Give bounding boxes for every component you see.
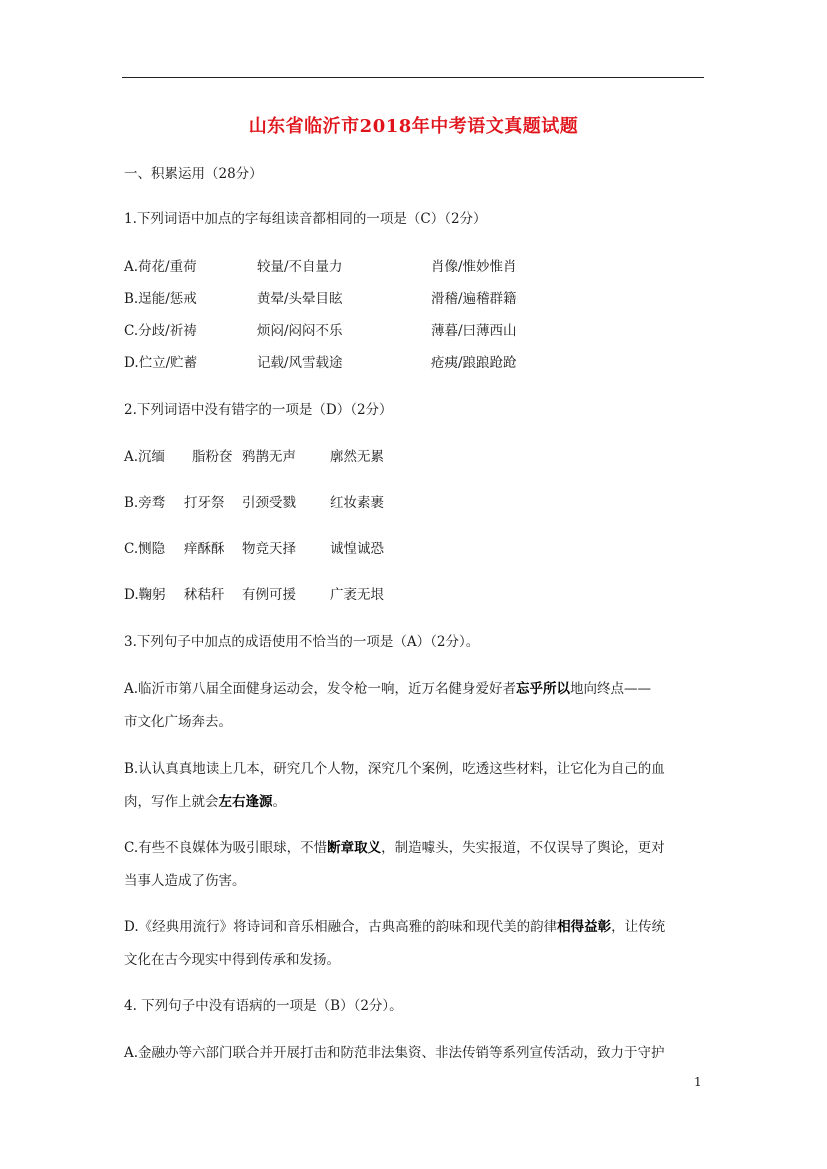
q3-option-c-line1: C.有些不良媒体为吸引眼球，不惜断章取义，制造噱头，失实报道，不仅误导了舆论，更对	[124, 840, 665, 856]
q1-option-c-col2: 烦闷/闷闷不乐	[257, 323, 343, 339]
q4-stem: 4. 下列句子中没有语病的一项是（B）（2分）。	[124, 998, 403, 1014]
q2-option-d-col3: 有例可援	[242, 587, 296, 603]
q3-option-a-idiom: 忘乎所以	[516, 681, 571, 697]
q4-option-a-line1: A.金融办等六部门联合并开展打击和防范非法集资、非法传销等系列宣传活动，致力于守护	[124, 1045, 665, 1061]
q2-option-b-col2: 打牙祭	[184, 495, 225, 511]
q2-option-c-col3: 物竞天择	[242, 541, 296, 557]
q2-option-a-col3: 鸦鹊无声	[242, 449, 296, 465]
q2-option-d-col1: D.鞠躬	[124, 587, 166, 603]
q3-option-b-idiom: 左右逢源	[218, 794, 273, 810]
header-rule	[122, 77, 704, 78]
q3-stem: 3.下列句子中加点的成语使用不恰当的一项是（A）（2分）。	[124, 634, 480, 650]
q3-option-c-idiom: 断章取义	[327, 840, 382, 856]
q3-option-c-line2: 当事人造成了伤害。	[124, 873, 246, 889]
q1-option-d-col2: 记载/风雪载途	[257, 355, 343, 371]
q1-option-b-col3: 滑稽/遍稽群籍	[431, 291, 517, 307]
q1-option-d-col3: 疮痍/踉踉跄跄	[431, 355, 517, 371]
q2-stem: 2.下列词语中没有错字的一项是（D）（2分）	[124, 402, 393, 418]
q1-option-a-col3: 肖像/惟妙惟肖	[431, 259, 517, 275]
q1-option-b-col2: 黄晕/头晕目眩	[257, 291, 343, 307]
section-heading: 一、积累运用（28分）	[124, 166, 263, 182]
q2-option-d-col2: 秫秸秆	[184, 587, 225, 603]
q1-option-c-col3: 薄暮/曰薄西山	[431, 323, 517, 339]
q2-option-d-col4: 广袤无垠	[330, 587, 384, 603]
q3-option-d-line2: 文化在古今现实中得到传承和发扬。	[124, 952, 340, 968]
q2-option-a-col2: 脂粉奁	[192, 449, 233, 465]
q3-option-a-line2: 市文化广场奔去。	[124, 714, 232, 730]
q3-option-d-idiom: 相得益彰	[557, 919, 612, 935]
q1-option-b-col1: B.逞能/惩戒	[124, 291, 197, 307]
document-title: 山东省临沂市2018年中考语文真题试题	[248, 116, 579, 137]
q1-option-a-col1: A.荷花/重荷	[124, 259, 197, 275]
q3-option-b-line2: 肉，写作上就会左右逢源。	[124, 794, 286, 810]
q2-option-a-col1: A.沉缅	[124, 449, 166, 465]
q2-option-b-col1: B.旁骛	[124, 495, 166, 511]
q3-option-a-line1: A.临沂市第八届全面健身运动会，发令枪一响，近万名健身爱好者忘乎所以地向终点——	[124, 681, 652, 697]
q2-option-b-col4: 红妆素裹	[330, 495, 384, 511]
q1-option-a-col2: 较量/不自量力	[257, 259, 343, 275]
q2-option-b-col3: 引颈受戮	[242, 495, 296, 511]
q2-option-c-col4: 诚惶诚恐	[330, 541, 384, 557]
page-number: 1	[694, 1075, 702, 1089]
q3-option-d-line1: D.《经典用流行》将诗词和音乐相融合，古典高雅的韵味和现代美的韵律相得益彰，让传统	[124, 919, 666, 935]
q1-option-c-col1: C.分歧/祈祷	[124, 323, 197, 339]
q1-stem: 1.下列词语中加点的字每组读音都相同的一项是（C）（2分）	[124, 211, 487, 227]
q2-option-a-col4: 廓然无累	[330, 449, 384, 465]
q3-option-b-line1: B.认认真真地读上几本，研究几个人物，深究几个案例，吃透这些材料，让它化为自己的血	[124, 761, 665, 777]
q2-option-c-col1: C.恻隐	[124, 541, 166, 557]
q2-option-c-col2: 痒酥酥	[184, 541, 225, 557]
q1-option-d-col1: D.伫立/贮蓄	[124, 355, 198, 371]
